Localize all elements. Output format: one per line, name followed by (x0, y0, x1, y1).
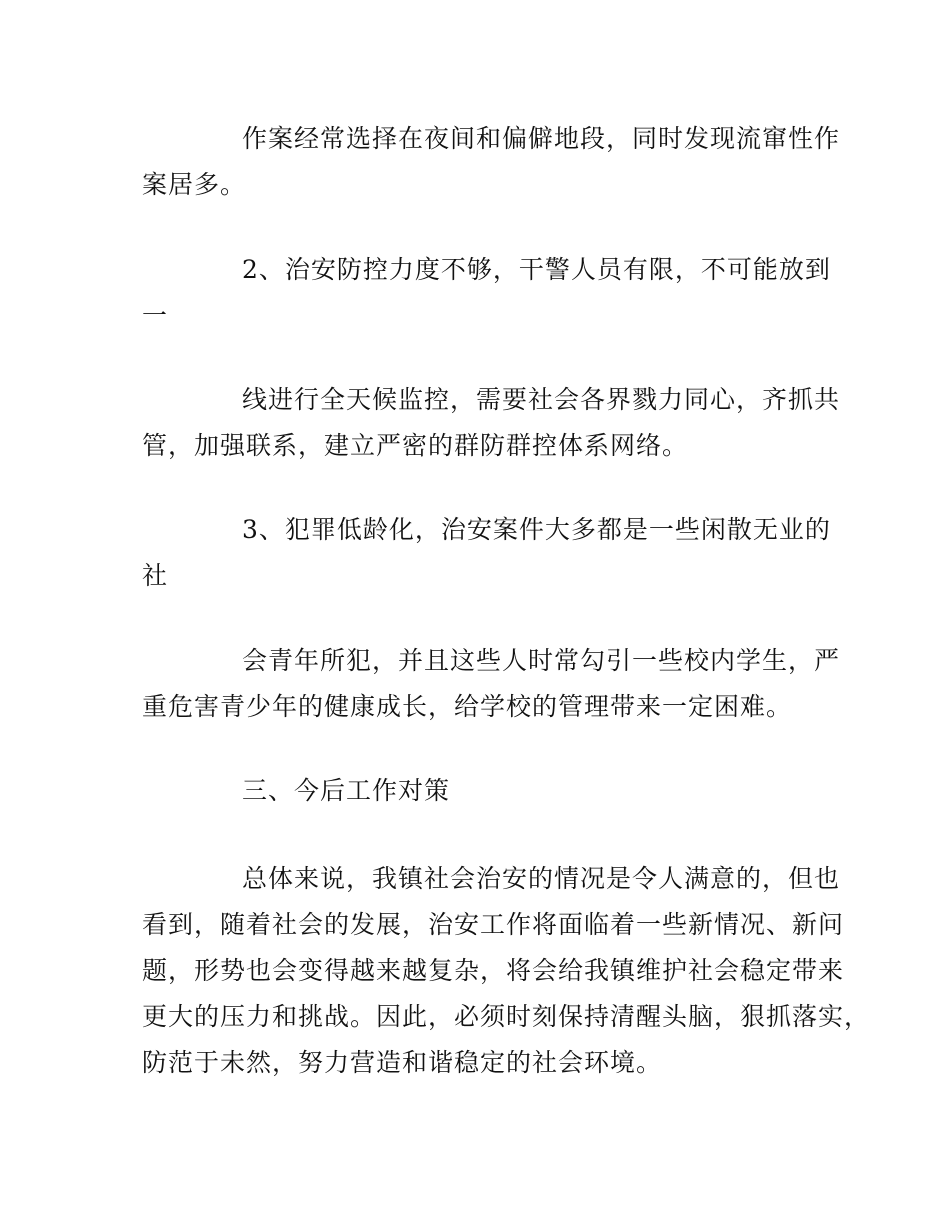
text-line: 三、今后工作对策 (242, 776, 451, 805)
text-line: 作案经常选择在夜间和偏僻地段，同时发现流窜性作 (242, 124, 841, 153)
text-line: 会青年所犯，并且这些人时常勾引一些校内学生，严 (242, 646, 841, 675)
section-heading (142, 768, 812, 814)
paragraph-item-3 (142, 507, 831, 599)
text-line: 看到，随着社会的发展，治安工作将面临着一些新情况、新问 (142, 910, 845, 939)
text-line: 题，形势也会变得越来越复杂，将会给我镇维护社会稳定带来 (142, 956, 845, 985)
text-line: 重危害青少年的健康成长，给学校的管理带来一定困难。 (142, 692, 793, 721)
text-line: 防范于未然，努力营造和谐稳定的社会环境。 (142, 1048, 663, 1077)
text-line: 总体来说，我镇社会治安的情况是令人满意的，但也 (242, 864, 841, 893)
text-line: 3、犯罪低龄化，治安案件大多都是一些闲散无业的 (242, 515, 831, 544)
text-line: 更大的压力和挑战。因此，必须时刻保持清醒头脑，狠抓落实， (142, 1002, 871, 1031)
text-line: 线进行全天候监控，需要社会各界戮力同心，齐抓共 (242, 385, 841, 414)
paragraph-item-3-continued (142, 638, 841, 730)
text-line: 管，加强联系，建立严密的群防群控体系网络。 (142, 431, 689, 460)
paragraph-item-2 (142, 247, 831, 339)
text-line: 案居多。 (142, 170, 247, 199)
paragraph-summary (142, 856, 871, 1086)
text-line: 社 (142, 561, 169, 590)
paragraph-crime-pattern (142, 116, 841, 208)
text-line: 一 (142, 301, 169, 330)
text-line: 2、治安防控力度不够，干警人员有限，不可能放到 (242, 255, 831, 284)
paragraph-item-2-continued (142, 377, 841, 469)
